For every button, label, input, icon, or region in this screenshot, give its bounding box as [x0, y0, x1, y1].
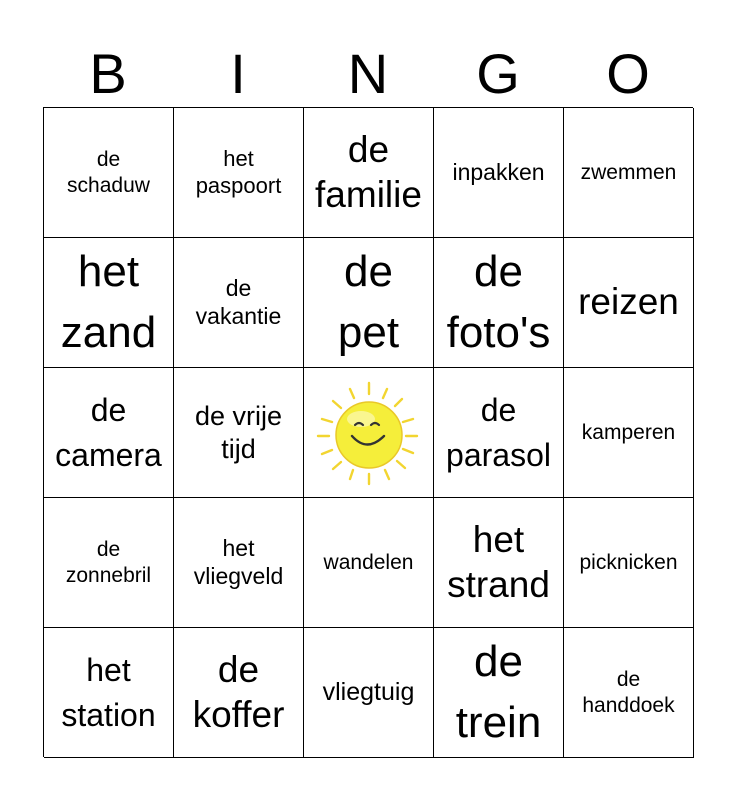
- cell-text: het vliegveld: [193, 534, 284, 589]
- header-letter-g: G: [476, 42, 520, 105]
- header-letter-o: O: [606, 42, 650, 105]
- bingo-header: [43, 40, 693, 108]
- bingo-cell: [304, 108, 434, 238]
- cell-text: inpakken: [452, 158, 545, 185]
- cell-text: de parasol: [446, 392, 551, 473]
- cell-text: picknicken: [579, 550, 678, 574]
- cell-text: wandelen: [323, 550, 414, 574]
- bingo-cell: [44, 498, 174, 628]
- cell-text: de zonnebril: [65, 538, 152, 587]
- cell-text: de camera: [55, 392, 162, 473]
- cell-text: de handdoek: [582, 668, 675, 717]
- cell-text: de familie: [315, 129, 422, 215]
- smiling-sun-icon: [305, 369, 433, 497]
- bingo-cell: [564, 628, 694, 758]
- bingo-cell: [434, 238, 564, 368]
- cell-text: de koffer: [192, 649, 285, 735]
- bingo-cell: [44, 628, 174, 758]
- bingo-cell: [174, 628, 304, 758]
- header-letter-b: B: [89, 42, 127, 105]
- cell-text: het zand: [60, 246, 157, 357]
- bingo-cell: [44, 368, 174, 498]
- cell-text: het station: [61, 652, 156, 733]
- bingo-grid: [43, 107, 693, 757]
- bingo-cell: [304, 238, 434, 368]
- bingo-cell: [44, 238, 174, 368]
- cell-text: vliegtuig: [322, 678, 415, 706]
- cell-text: de foto's: [446, 246, 551, 357]
- cell-text: de vakantie: [195, 274, 282, 329]
- header-letter-i: I: [230, 42, 246, 105]
- bingo-cell: [434, 368, 564, 498]
- cell-text: de trein: [455, 636, 542, 747]
- bingo-cell: [44, 108, 174, 238]
- bingo-cell: [304, 498, 434, 628]
- bingo-cell: [174, 238, 304, 368]
- bingo-cell: [564, 108, 694, 238]
- bingo-cell: [564, 238, 694, 368]
- cell-text: kamperen: [581, 420, 676, 444]
- cell-text: zwemmen: [580, 160, 677, 184]
- bingo-cell: [434, 498, 564, 628]
- bingo-cell: [434, 108, 564, 238]
- cell-text: het strand: [447, 519, 550, 605]
- free-space: [304, 368, 434, 498]
- bingo-cell: [174, 108, 304, 238]
- bingo-cell: [174, 368, 304, 498]
- bingo-cell: [564, 498, 694, 628]
- cell-text: de pet: [337, 246, 400, 357]
- bingo-cell: [434, 628, 564, 758]
- header-letter-n: N: [347, 42, 389, 105]
- cell-text: de schaduw: [67, 148, 150, 197]
- bingo-cell: [304, 628, 434, 758]
- cell-text: de vrije tijd: [194, 401, 283, 464]
- cell-text: het paspoort: [195, 146, 282, 198]
- bingo-cell: [174, 498, 304, 628]
- cell-text: reizen: [578, 281, 679, 323]
- bingo-cell: [564, 368, 694, 498]
